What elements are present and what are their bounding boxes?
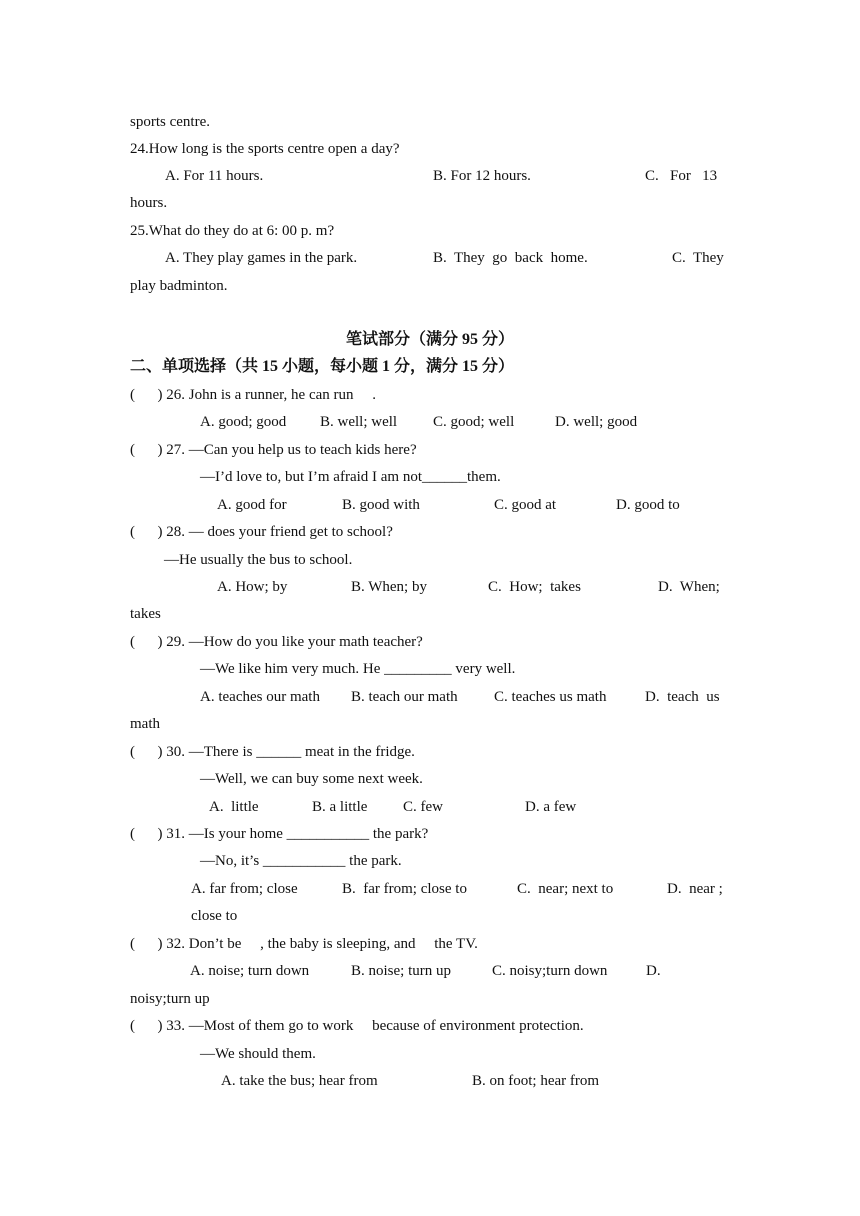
question-28-option-c: C. How; takes <box>488 579 581 595</box>
question-33-reply: —We should them. <box>200 1046 316 1062</box>
question-25-option-c-wrap: play badminton. <box>130 278 228 294</box>
question-24-option-b: B. For 12 hours. <box>433 168 531 184</box>
question-24-option-c-wrap: hours. <box>130 195 168 211</box>
question-27-option-d: D. good to <box>616 497 680 513</box>
question-26-option-a: A. good; good <box>200 414 287 430</box>
question-31-option-d-wrap: close to <box>191 908 238 924</box>
question-31-option-a: A. far from; close <box>191 881 298 897</box>
question-29-option-b: B. teach our math <box>351 689 458 705</box>
question-28-option-a: A. How; by <box>217 579 288 595</box>
question-29-option-d: D. teach us <box>645 689 720 705</box>
question-33-stem: ( ) 33. —Most of them go to work because of environment protection. <box>130 1018 584 1034</box>
question-28-stem: ( ) 28. — does your friend get to school? <box>130 524 393 540</box>
question-33-option-a: A. take the bus; hear from <box>221 1073 378 1089</box>
question-25-stem: 25.What do they do at 6: 00 p. m? <box>130 223 335 239</box>
question-24-stem: 24.How long is the sports centre open a day? <box>130 141 400 157</box>
question-32-option-d-wrap: noisy;turn up <box>130 991 210 1007</box>
question-32-stem: ( ) 32. Don’t be , the baby is sleeping, and the TV. <box>130 936 478 952</box>
question-25-option-b: B. They go back home. <box>433 250 588 266</box>
question-28-option-d-wrap: takes <box>130 606 161 622</box>
question-31-stem: ( ) 31. —Is your home ___________ the park? <box>130 826 429 842</box>
question-30-stem: ( ) 30. —There is ______ meat in the fridge. <box>130 744 415 760</box>
question-30-option-b: B. a little <box>312 799 368 815</box>
question-31-option-b: B. far from; close to <box>342 881 467 897</box>
question-26-option-c: C. good; well <box>433 414 515 430</box>
question-31-option-c: C. near; next to <box>517 881 614 897</box>
question-32-option-c: C. noisy;turn down <box>492 963 608 979</box>
question-32-option-a: A. noise; turn down <box>190 963 310 979</box>
question-27-option-a: A. good for <box>217 497 287 513</box>
question-29-option-d-wrap: math <box>130 716 160 732</box>
question-29-option-c: C. teaches us math <box>494 689 607 705</box>
question-28-option-b: B. When; by <box>351 579 427 595</box>
question-28-option-d: D. When; <box>658 579 720 595</box>
question-30-option-c: C. few <box>403 799 443 815</box>
question-25-option-a: A. They play games in the park. <box>165 250 358 266</box>
question-29-option-a: A. teaches our math <box>200 689 320 705</box>
section-title: 笔试部分（满分 95 分） <box>345 331 514 348</box>
question-32-option-d: D. <box>646 963 661 979</box>
question-28-reply: —He usually the bus to school. <box>164 552 353 568</box>
question-30-option-d: D. a few <box>525 799 577 815</box>
question-33-option-b: B. on foot; hear from <box>472 1073 600 1089</box>
question-27-option-c: C. good at <box>494 497 557 513</box>
question-29-stem: ( ) 29. —How do you like your math teacher? <box>130 634 423 650</box>
question-25-option-c: C. They <box>672 250 724 266</box>
prev-question-tail: sports centre. <box>130 114 210 130</box>
question-32-option-b: B. noise; turn up <box>351 963 451 979</box>
question-31-reply: —No, it’s ___________ the park. <box>200 853 402 869</box>
question-27-option-b: B. good with <box>342 497 420 513</box>
question-24-option-c: C. For 13 <box>645 168 718 184</box>
question-27-reply: —I’d love to, but I’m afraid I am not______them. <box>200 469 501 485</box>
section-subtitle: 二、单项选择（共 15 小题，每小题 1 分，满分 15 分） <box>130 358 515 375</box>
question-30-reply: —Well, we can buy some next week. <box>200 771 423 787</box>
question-30-option-a: A. little <box>209 799 259 815</box>
question-26-option-b: B. well; well <box>320 414 398 430</box>
question-27-stem: ( ) 27. —Can you help us to teach kids here? <box>130 442 417 458</box>
question-24-option-a: A. For 11 hours. <box>165 168 264 184</box>
question-29-reply: —We like him very much. He _________ very well. <box>200 661 516 677</box>
question-26-option-d: D. well; good <box>555 414 638 430</box>
question-26-stem: ( ) 26. John is a runner, he can run . <box>130 387 377 403</box>
question-31-option-d: D. near ; <box>667 881 723 897</box>
